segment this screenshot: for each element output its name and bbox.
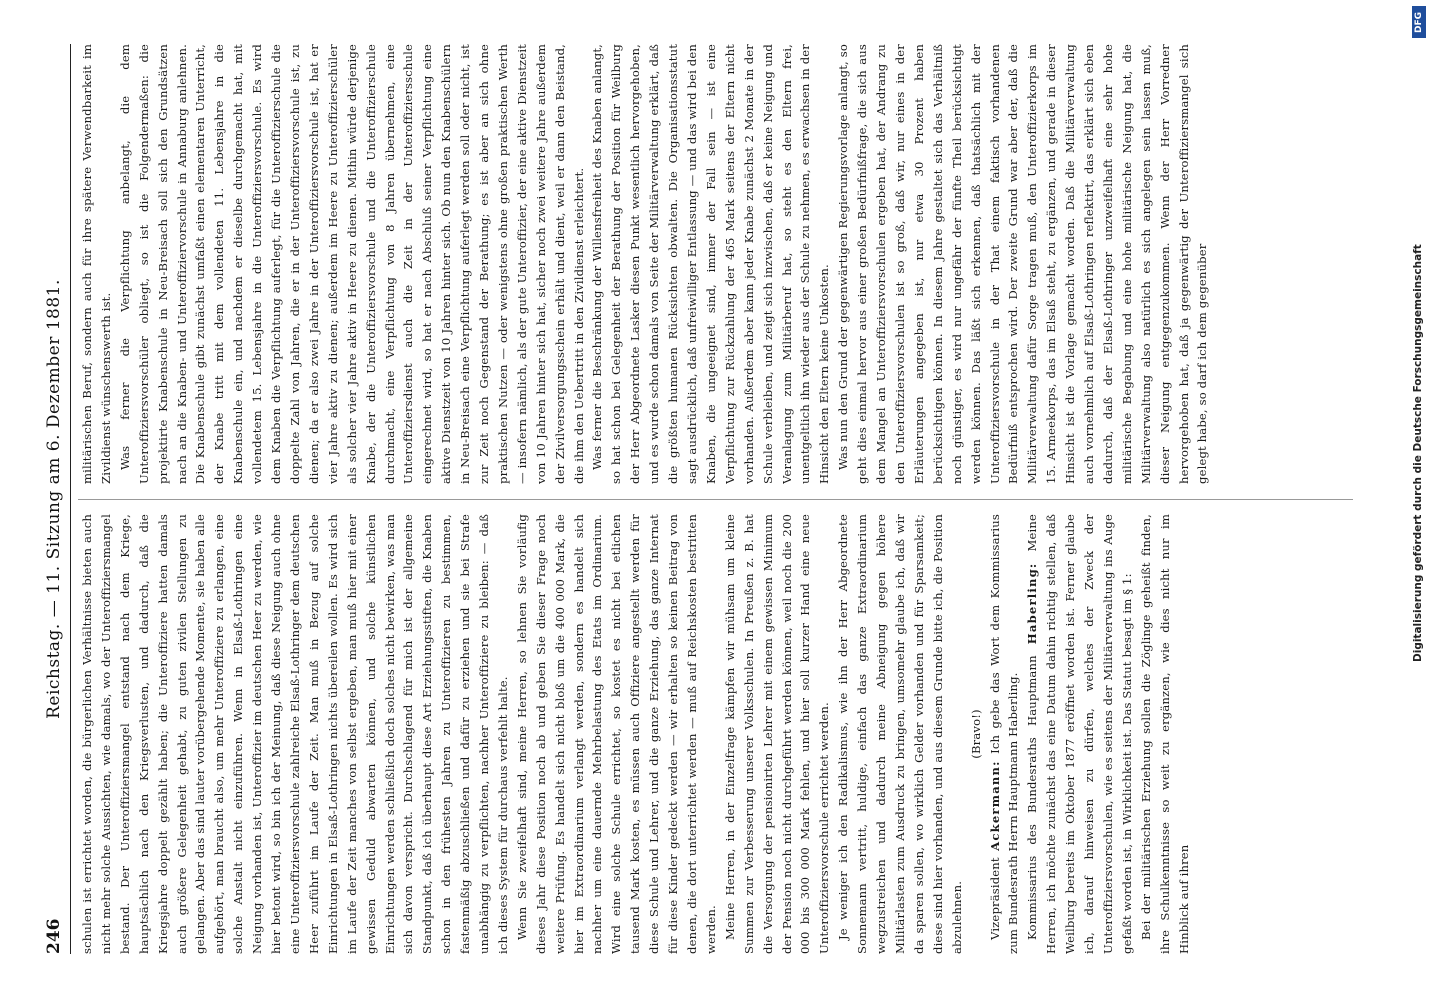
paragraph: Was ferner die Verpflichtung anbelangt, die dem Unteroffiziersvorschüler obliegt, so ist die Folgendermaßen: die projektirte Knabenschule in Neu-Breisach soll sich den Grundsätzen nach an die Knaben- und Unteroffiziervorschule in Annaburg anlehnen. Die Knabenschule gibt zunächst umfaßt einen elementaren Unterricht, der Knabe tritt mit dem vollendeten 11. Lebensjahre in die Knabenschule ein, und nachdem er dieselbe durchgemacht hat, mit vollendetem 15. Lebensjahre in die Unteroffiziersvorschule. Es wird dem Knaben die Verpflichtung auferlegt, für die Unteroffizierschule die doppelte Zahl von Jahren, die er in der Unteroffiziersvorschule ist, zu dienen; da er also zwei Jahre in der Unteroffiziersvorschule ist, hat er vier Jahre aktiv zu dienen; außerdem im Heere zu Unteroffizierschüler als solcher vier Jahre aktiv in Heere zu dienen. Mithin würde derjenige Knabe, der die Unteroffiziersvorschule und die Unteroffizierschule durchmacht, eine Verpflichtung von 8 Jahren übernehmen, eine Unteroffiziersdienst auch die Zeit in der Unteroffiziersschule eingerechnet wird, so hat er nach Abschluß seiner Verpflichtung eine aktive Dienstzeit von 10 Jahren hinter sich. Ob nun den Knabenschülern in Neu-Breisach eine Verpflichtung auferlegt werden soll oder nicht, ist zur Zeit noch Gegenstand der Berathung; es ist aber an sich ohne praktischen Nutzen — oder wenigstens ohne großen praktischen Werth — insofern nämlich, als der gute Unteroffizier, der eine aktive Dienstzeit von 10 Jahren hinter sich hat, sicher noch zwei weitere Jahre außerdem der Zivilversorgungsschein erhält und dient, weil er dann den Beistand, die ihm den Uebertritt in den Zivildienst erleichtert. [117,44,586,484]
paragraph: Meine Herren, in der Einzelfrage kämpfen wir mühsam um kleine Summen zur Verbesserung unserer Volksschulen. In Preußen z. B. hat die Versorgung der pensionirten Lehrer mit einem gewissen Minimum der Pension noch nicht durchgeführt werden können, weil noch die 200 000 bis 300 000 Mark fehlen, und hier soll kurzer Hand eine neue Unteroffiziersvorschule errichtet werden. [722,514,832,954]
speaker-name: Ackermann: [987,760,1002,851]
speaker-role: Kommissarius des Bundesraths Hauptmann [1025,655,1040,940]
digitization-credit: Digitalisierung gefördert durch die Deutsche Forschungsgemeinschaft [1412,244,1424,662]
paragraph: Je weniger ich den Radikalismus, wie ihn der Herr Abgeordnete Sonnemann vertritt, huldige, einfach das ganze Extraordinarium wegzustreichen und dadurch meine Abneigung gegen höhere Militärlasten zum Ausdruck zu bringen, umsomehr glaube ich, daß wir da sparen sollen, wo wirklich Gelder vorhanden und für Sparsamkeit; diese sind hier vorhanden, und aus diesem Grunde bitte ich, die Position abzulehnen. [836,514,964,954]
speech-text: Meine Herren, ich möchte zunächst das eine Datum dahin richtig stellen, daß Weilburg bereits im Oktober 1877 eröffnet worden ist. Ferner glaube ich, darauf hinweisen zu dürfen, welches der Zweck der Unteroffiziersvorschulen, wie es seitens der Militärverwaltung ins Auge gefaßt worden ist, in Wirklichkeit ist. Das Statut besagt im § 1: [1025,514,1134,954]
header-rule [70,44,71,954]
paragraph: schulen ist errichtet worden, die bürgerlichen Verhältnisse bieten auch nicht mehr solche Aussichten, wie damals, wo der Unteroffiziersmangel bestand. Der Unteroffiziersmangel entstand nach dem Kriege, hauptsächlich nach den Kriegsverlusten, und dadurch, daß die Kriegsjahre doppelt gezählt haben; die Unteroffiziere hatten damals auch größere Gelegenheit gehabt, zu guten zivilen Stellungen zu gelangen. Aber das sind lauter vorübergehende Momente, sie haben alle aufgehört, man braucht also, um mehr Unteroffiziere zu erlangen, eine solche Anstalt nicht einzuführen. Wenn in Elsaß-Lothringen eine Neigung vorhanden ist, Unteroffizier im deutschen Heer zu werden, wie hier betont wird, so bin ich der Meinung, daß diese Neigung auch ohne eine Unteroffiziersvorschule zahlreiche Elsaß-Lothringer dem deutschen Heer zuführt im Laufe der Zeit. Man muß in Bezug auf solche Einrichtungen in Elsaß-Lothringen nichts übereilen wollen. Es wird sich im Laufe der Zeit manches von selbst ergeben, man muß hier mit einer gewissen Geduld abwarten können, und solche künstlichen Einrichtungen werden schließlich doch solches nicht bewirken, was man sich davon verspricht. Durchschlagend für mich ist der allgemeine Standpunkt, daß ich überhaupt diese Art Erziehungsstiften, die Knaben schon in den frühesten Jahren zu Unteroffizieren zu bestimmen, fastenmäßig abzuschließen und dafür zu erziehen und sie bei Strafe unabhängig zu verpflichten, nachher Unteroffiziere zu bleiben: — daß ich dieses System für durchaus verfehlt halte. [80,514,510,954]
running-title: Reichstag. — 11. Sitzung am 6. Dezember 1881. [44,279,64,719]
speaker-paragraph [1023,514,1136,954]
paragraph: Was nun den Grund der gegenwärtigen Regierungsvorlage anlangt, so geht dies einmal hervor aus einer großen Bedürfnißfrage, die sich aus dem Mangel an Unteroffiziersvorschulen ergeben hat, der Andrang zu den Unteroffiziersvorschulen ist so groß, daß wir, nur eines in der Erläuterungen angegeben ist, nur etwa 30 Prozent haben berücksichtigen können. In diesem Jahre gestaltet sich das Verhältniß noch günstiger, es wird nur ungefähr der fünfte Theil berücksichtigt werden können. Das läßt sich erkennen, daß thatsächlich mit der Unteroffiziersvorschule in der That einem faktisch vorhandenen Bedürfniß entsprochen wird. Der zweite Grund war aber der, daß die Militärverwaltung dafür Sorge tragen muß, den Unteroffizierkorps im 15. Armeekorps, das im Elsaß steht, zu ergänzen, und gerade in dieser Hinsicht ist die Vorlage gemacht worden. Daß die Militärverwaltung auch vornehmlich auf Elsaß-Lothringen reflektirt, das erklärt sich eben dadurch, daß der Elsaß-Lothringer unzweifelhaft eine sehr hohe militärische Begabung und eine hohe militärische Neigung hat, die Militärverwaltung also natürlich es sich angelegen sein lassen muß, dieser Neigung entgegenzukommen. Wenn der Herr Vorredner hervorgehoben hat, daß ja gegenwärtig der Unteroffiziersmangel sich gelegt habe, so darf ich dem gegenüber [836,44,1210,484]
applause-note: (Bravo!) [968,709,983,759]
speaker-paragraph [986,514,1024,954]
speech-text: Ich gebe das Wort dem Kommissarius zum Bundesrath Herrn Hauptmann Haberling. [987,514,1021,954]
speaker-role: Vizepräsident [987,857,1002,940]
paragraph: Was ferner die Beschränkung der Willensfreiheit des Knaben anlangt, so hat schon bei Gelegenheit der Berathung der Position für Weilburg der Herr Abgeordnete Lasker diesen Punkt wesentlich hervorgehoben, und es wurde schon damals von Seite der Militärverwaltung erklärt, daß die größten humanen Rücksichten obwalten. Die Organisationsstatut sagt ausdrücklich, daß unfreiwilliger Entlassung — und das wird bei den Knaben, die ungeeignet sind, immer der Fall sein — ist eine Verpflichtung zur Rückzahlung der 465 Mark seitens der Eltern nicht vorhanden. Außerdem aber kann jeder Knabe zunächst 2 Monate in der Schule verbleiben, und zeigt sich inzwischen, daß er keine Neigung und Veranlagung zum Militärberuf hat, so steht es den Eltern frei, unentgeltlich ihn wieder aus der Schule zu nehmen, es erwachsen in der Hinsicht den Eltern keine Unkosten. [590,44,832,484]
speaker-name: Haberling: [1025,562,1040,645]
right-column [78,44,1353,484]
paragraph: militärischen Beruf, sondern auch für ihre spätere Verwendbarkeit im Zivildienst wünschenswerth ist. [80,44,113,484]
page-number: 246 [44,918,64,954]
paragraph: Wenn Sie zweifelhaft sind, meine Herren, so lehnen Sie vorläufig dieses Jahr diese Position noch ab und geben Sie dieser Frage noch weitere Prüfung. Es handelt sich nicht bloß um die 400 000 Mark, die hier im Extraordinarium verlangt werden, sondern es handelt sich nachher um eine dauernde Mehrbelastung des Etats im Ordinarium. Wird eine solche Schule errichtet, so kostet es nicht bei etlichen tausend Mark kosten, es müssen auch Offiziere angestellt werden für diese Schule und Lehrer, und die ganze Erziehung, das ganze Internat für diese Kinder gedeckt werden — wir erhalten so keinen Beitrag von denen, die dort unterrichtet werden — muß auf Reichskosten bestritten werden. [514,514,718,954]
margin-credit [1411,0,1427,1000]
dfg-badge: DFG [1412,6,1426,38]
statute-quote: Bei der militärischen Erziehung sollen die Zöglinge geheißt finden, ihre Schulkenntnisse so weit zu ergänzen, wie dies nicht nur im Hinblick auf ihren [1138,514,1191,954]
left-column [78,514,1353,954]
column-divider [78,499,1353,500]
page-header [44,44,68,954]
